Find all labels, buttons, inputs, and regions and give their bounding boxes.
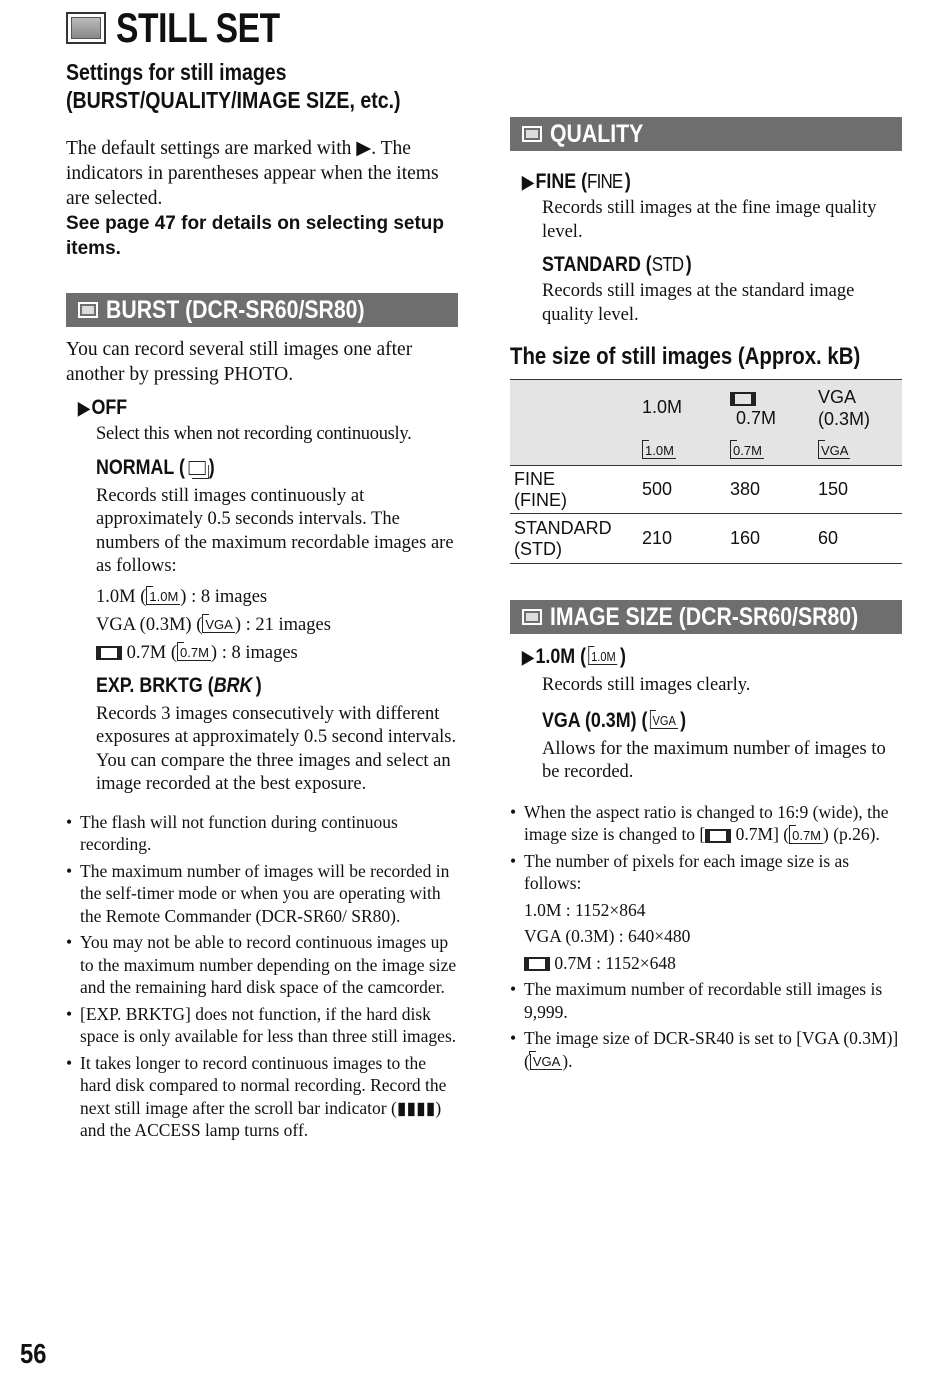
table-corner bbox=[510, 436, 638, 466]
burst-icon bbox=[188, 461, 205, 475]
column-header: 0.7M bbox=[726, 380, 814, 436]
pixel-row: 1.0M : 1152×864 bbox=[524, 899, 646, 920]
wide-icon bbox=[730, 392, 756, 406]
table-corner bbox=[510, 380, 638, 436]
image-size-table bbox=[510, 379, 902, 564]
quality-section-header bbox=[510, 117, 902, 151]
default-marker-icon: ▶ bbox=[522, 647, 534, 667]
camera-still-icon bbox=[78, 302, 98, 318]
default-marker-icon: ▶ bbox=[522, 172, 534, 192]
image-size-1m-head: ▶1.0M ( 1.0M ) bbox=[522, 645, 626, 668]
burst-title: BURST (DCR-SR60/SR80) bbox=[106, 295, 365, 324]
list-item: • You may not be able to record continuous images up to the maximum number depending on the image size and the remaining hard disk space of the camcorder. bbox=[66, 931, 458, 999]
size-1m-icon: 1.0M bbox=[146, 589, 180, 605]
table-icon-row bbox=[510, 436, 902, 466]
burst-count-row: 0.7M ( 0.7M ) : 8 images bbox=[96, 639, 458, 667]
camera-still-icon bbox=[522, 609, 542, 625]
page-number: 56 bbox=[20, 1338, 47, 1369]
page-title bbox=[66, 6, 321, 50]
list-item: • When the aspect ratio is changed to 16:9 (wide), the image size is changed to [ 0.7M] ( 0.7M ) (p.26). bbox=[510, 801, 902, 846]
intro-see-page: See page 47 for details on selecting setup items. bbox=[66, 213, 445, 259]
row-label: STANDARD (STD) bbox=[514, 517, 612, 559]
column-header: VGA (0.3M) bbox=[818, 386, 871, 429]
size-1m-icon: 1.0M bbox=[642, 443, 676, 459]
list-item: • [EXP. BRKTG] does not function, if the hard disk space is only available for less than three still images. bbox=[66, 1003, 458, 1048]
table-cell: 380 bbox=[730, 479, 761, 499]
burst-exp-head: EXP. BRKTG (BRK ) bbox=[96, 673, 262, 697]
intro-text: The default settings are marked with ▶. The indicators in parentheses appear when the items are selected. bbox=[66, 138, 439, 209]
image-size-1m-desc: Records still images clearly. bbox=[542, 675, 751, 695]
fine-icon: FINE bbox=[587, 171, 623, 193]
burst-off-desc: Select this when not recording continuously. bbox=[96, 424, 412, 444]
image-size-vga-head: VGA (0.3M) ( VGA ) bbox=[542, 708, 687, 732]
column-header: 1.0M bbox=[642, 397, 683, 418]
list-item: • It takes longer to record continuous images to the hard disk compared to normal recording. Record the next still image after the scroll bar indicator (▮▮▮▮) and the ACCESS lamp turns off. bbox=[66, 1052, 458, 1142]
table-row bbox=[510, 466, 902, 514]
size-vga-icon: VGA bbox=[650, 713, 678, 729]
burst-off-head: ▶OFF bbox=[78, 396, 128, 419]
left-column bbox=[66, 136, 458, 1146]
image-size-1m-item bbox=[522, 644, 902, 698]
list-item: • The maximum number of images will be recorded in the self-timer mode or when you are operating with the Remote Commander (DCR-SR60/ SR80). bbox=[66, 860, 458, 928]
quality-fine-item bbox=[522, 169, 902, 244]
size-1m-icon: 1.0M bbox=[589, 649, 618, 665]
list-item: • The number of pixels for each image size is as follows: 1.0M : 1152×864 VGA (0.3M) : 640×480 0.7M : 1152×648 bbox=[510, 850, 902, 975]
burst-desc: You can record several still images one after another by pressing PHOTO. bbox=[66, 339, 413, 385]
default-marker-icon: ▶ bbox=[78, 398, 90, 418]
pixel-row: VGA (0.3M) : 640×480 bbox=[524, 926, 691, 946]
row-label: FINE (FINE) bbox=[514, 468, 567, 510]
table-row bbox=[510, 514, 902, 564]
burst-normal-item bbox=[96, 455, 458, 667]
size-07m-icon: 0.7M bbox=[789, 828, 823, 844]
burst-count-row: VGA (0.3M) ( VGA ) : 21 images bbox=[96, 614, 331, 635]
std-icon: STD bbox=[651, 254, 684, 276]
burst-normal-head: NORMAL ( ) bbox=[96, 455, 215, 479]
sizes-heading bbox=[510, 343, 902, 371]
quality-standard-head: STANDARD (STD ) bbox=[542, 253, 692, 276]
burst-exp-desc: Records 3 images consecutively with different exposures at approximately 0.5 second intervals. You can compare the three images and select an image recorded at the best exposure. bbox=[96, 703, 457, 794]
table-cell: 150 bbox=[818, 479, 849, 499]
quality-standard-item bbox=[542, 252, 902, 327]
size-vga-icon: VGA bbox=[202, 617, 234, 633]
burst-off-item bbox=[78, 395, 458, 447]
wide-icon bbox=[705, 829, 731, 843]
image-size-section-header bbox=[510, 600, 902, 634]
quality-fine-desc: Records still images at the fine image quality level. bbox=[542, 198, 877, 242]
burst-section-header bbox=[66, 293, 458, 327]
image-size-title: IMAGE SIZE (DCR-SR60/SR80) bbox=[550, 602, 859, 631]
list-item: • The image size of DCR-SR40 is set to [VGA (0.3M)] ( VGA ). bbox=[510, 1027, 902, 1072]
wide-icon bbox=[96, 646, 122, 660]
quality-fine-head: ▶FINE (FINE ) bbox=[522, 170, 631, 193]
burst-notes bbox=[66, 811, 458, 1142]
table-cell: 160 bbox=[730, 528, 761, 548]
burst-normal-list bbox=[96, 583, 458, 667]
size-07m-icon: 0.7M bbox=[730, 443, 764, 459]
page-subtitle bbox=[66, 58, 486, 114]
list-item: • The flash will not function during continuous recording. bbox=[66, 811, 458, 856]
table-cell: 60 bbox=[818, 528, 839, 548]
camera-still-icon bbox=[522, 126, 542, 142]
quality-standard-desc: Records still images at the standard image quality level. bbox=[542, 281, 855, 325]
sizes-title: The size of still images (Approx. kB) bbox=[510, 343, 861, 370]
size-vga-icon: VGA bbox=[530, 1054, 562, 1070]
image-size-vga-item bbox=[542, 708, 902, 785]
size-07m-icon: 0.7M bbox=[177, 645, 211, 661]
table-header-row bbox=[510, 380, 902, 436]
burst-exp-item bbox=[96, 673, 458, 797]
brk-icon: BRK bbox=[213, 673, 253, 697]
quality-title: QUALITY bbox=[550, 119, 644, 148]
image-size-notes bbox=[510, 801, 902, 1073]
burst-count-row: 1.0M ( 1.0M ) : 8 images bbox=[96, 586, 268, 607]
size-vga-icon: VGA bbox=[818, 443, 850, 459]
list-item: • The maximum number of recordable still images is 9,999. bbox=[510, 978, 902, 1023]
pixel-row: 0.7M : 1152×648 bbox=[524, 952, 902, 975]
subtitle-line-1: Settings for still images bbox=[66, 59, 287, 85]
wide-icon bbox=[524, 957, 550, 971]
camera-still-icon bbox=[66, 12, 106, 44]
image-size-vga-desc: Allows for the maximum number of images to be recorded. bbox=[542, 738, 886, 782]
burst-normal-desc: Records still images continuously at approximately 0.5 seconds intervals. The numbers of the maximum recordable images are as follows: bbox=[96, 485, 454, 576]
table-cell: 210 bbox=[642, 528, 673, 548]
subtitle-line-2: (BURST/QUALITY/IMAGE SIZE, etc.) bbox=[66, 87, 401, 113]
right-column bbox=[510, 117, 902, 1076]
table-cell: 500 bbox=[642, 479, 673, 499]
page-title-text: STILL SET bbox=[116, 4, 280, 51]
